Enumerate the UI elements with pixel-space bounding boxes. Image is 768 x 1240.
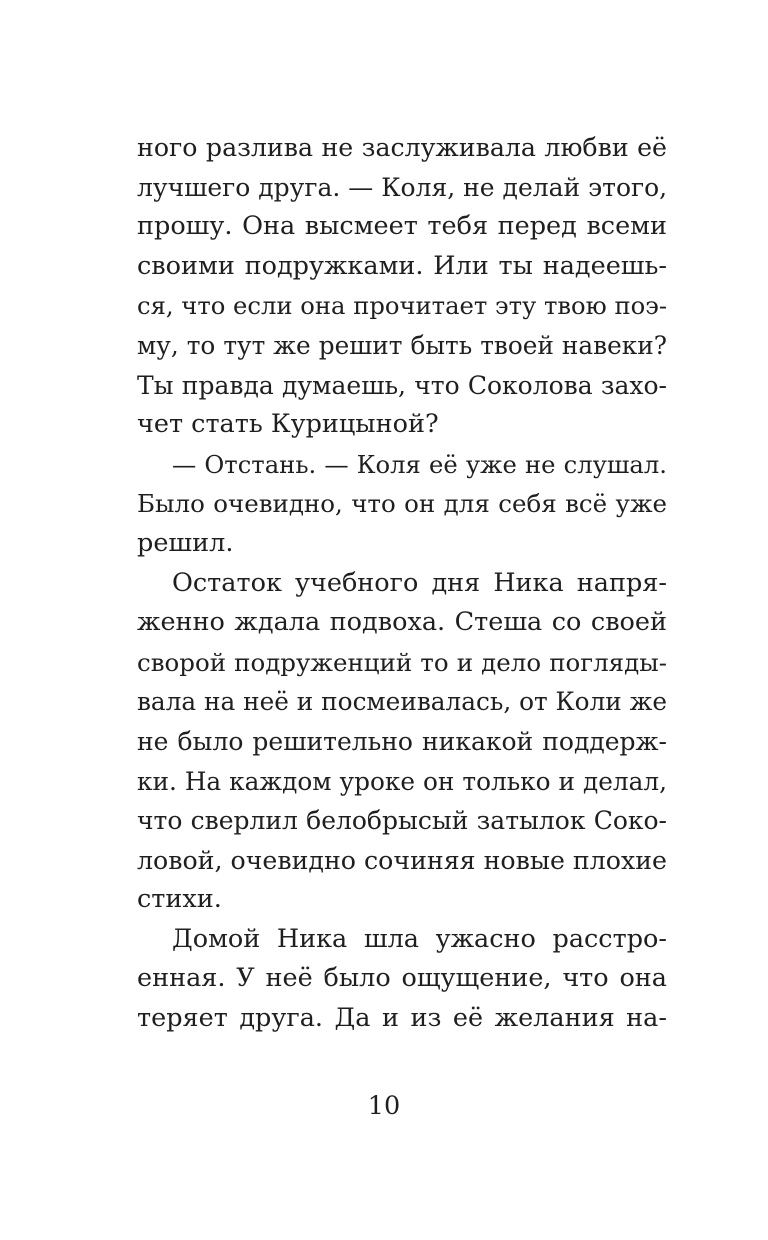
text-line: Остаток учебного дня Ника напря- (172, 567, 667, 598)
text-line: своими подружками. Или ты надеешь- (137, 250, 667, 281)
text-line: сворой подруженций то и дело погляды- (137, 647, 667, 677)
text-line: чет стать Курицыной? (137, 409, 439, 440)
text-line: енная. У неё было ощущение, что она (137, 963, 667, 994)
paragraph-4 (137, 920, 667, 1039)
body-text (137, 128, 667, 1039)
text-line: — Отстань. — Коля её уже не слушал. (172, 449, 667, 479)
text-line: женно ждала подвоха. Стеша со своей (137, 607, 667, 638)
text-line: ки. На каждом уроке он только и делал, (137, 766, 667, 796)
text-line: не было решительно никакой поддерж- (137, 726, 667, 756)
text-line: лучшего друга. — Коля, не делай этого, (137, 172, 668, 202)
text-line: ного разлива не заслуживала любви её (137, 133, 667, 162)
text-line: ся, что если она прочитает эту твою поэ- (137, 291, 668, 321)
text-line: Было очевидно, что он для себя всё уже (137, 489, 667, 519)
text-line: Ты правда думаешь, что Соколова захо- (137, 370, 667, 400)
text-line: прошу. Она высмеет тебя перед всеми (137, 211, 667, 242)
text-line: что сверлил белобрысый затылок Соко- (137, 806, 667, 836)
text-line: теряет друга. Да и из её желания на- (137, 1003, 667, 1034)
paragraph-3 (137, 564, 667, 920)
text-line: стихи. (137, 884, 222, 915)
text-line: вала на неё и посмеивалась, от Коли же (137, 687, 668, 717)
text-line: му, то тут же решит быть твоей навеки? (137, 330, 667, 360)
text-line: решил. (137, 527, 234, 558)
paragraph-1 (137, 128, 667, 445)
paragraph-2 (137, 445, 667, 564)
text-line: ловой, очевидно сочиняя новые плохие (137, 845, 668, 875)
text-line: Домой Ника шла ужасно расстро- (172, 923, 667, 954)
page-number: 10 (367, 1091, 401, 1121)
